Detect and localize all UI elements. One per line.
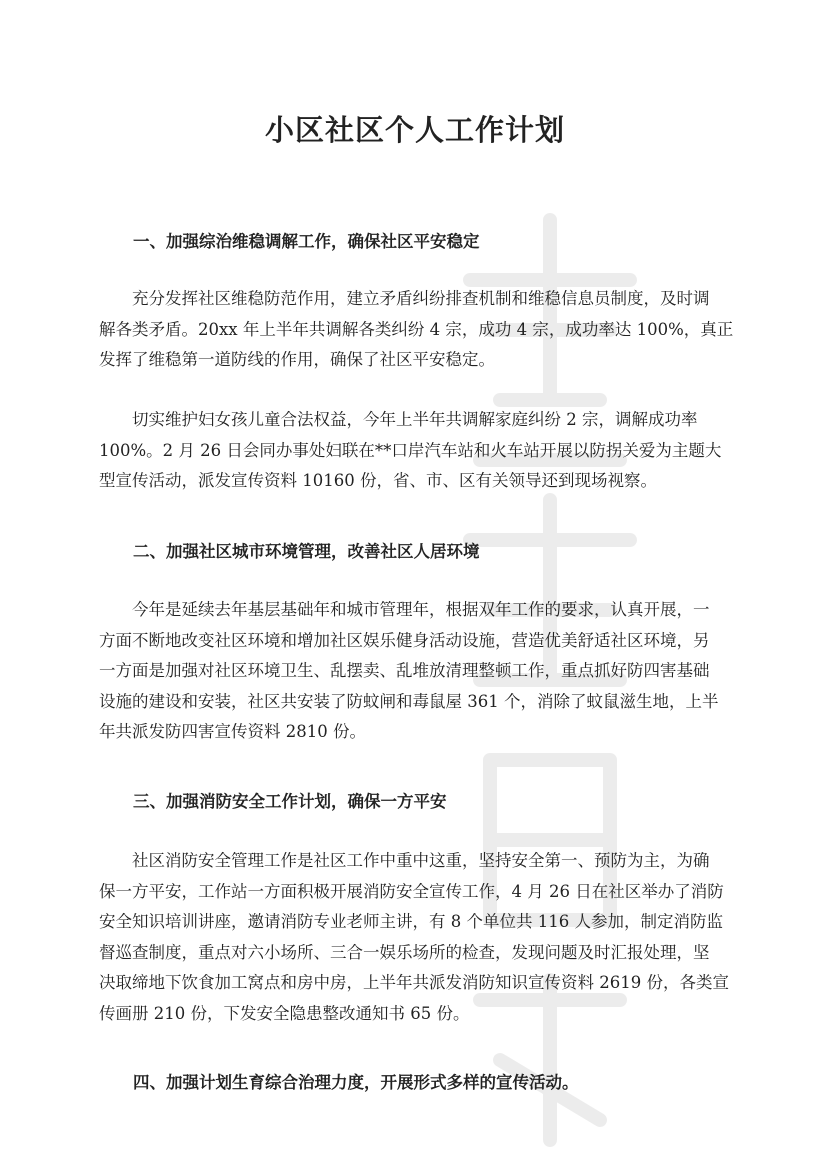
- section-2-paragraph-1: [99, 595, 735, 748]
- text-line: 切实维护妇女孩儿童合法权益，今年上半年共调解家庭纠纷 2 宗，调解成功率: [132, 410, 698, 429]
- section-heading-1: 一、加强综治维稳调解工作，确保社区平安稳定: [133, 232, 480, 251]
- text-line: 决取缔地下饮食加工窝点和房中房，上半年共派发消防知识宣传资料 2619 份，各类宣: [99, 973, 729, 992]
- text-line: 年共派发防四害宣传资料 2810 份。: [99, 722, 366, 741]
- text-line: 充分发挥社区维稳防范作用，建立矛盾纠纷排查机制和维稳信息员制度，及时调: [132, 289, 710, 308]
- text-line: 解各类矛盾。20xx 年上半年共调解各类纠纷 4 宗，成功 4 宗，成功率达 100%，真正: [99, 319, 734, 339]
- text-line: 100%。2 月 26 日会同办事处妇联在**口岸汽车站和火车站开展以防拐关爱为主题大: [99, 440, 722, 460]
- section-1-paragraph-1: [99, 284, 735, 376]
- text-line: 督巡查制度，重点对六小场所、三合一娱乐场所的检查，发现问题及时汇报处理，坚: [99, 942, 710, 962]
- text-line: 安全知识培训讲座，邀请消防专业老师主讲，有 8 个单位共 116 人参加，制定消防监: [99, 912, 723, 931]
- text-line: 一方面是加强对社区环境卫生、乱摆卖、乱堆放清理整顿工作，重点抓好防四害基础: [99, 661, 710, 680]
- document-title: 小区社区个人工作计划: [264, 113, 565, 147]
- text-line: 今年是延续去年基层基础年和城市管理年，根据双年工作的要求，认真开展，一: [132, 600, 710, 619]
- text-line: 设施的建设和安装，社区共安装了防蚊闸和毒鼠屋 361 个，消除了蚊鼠滋生地，上半: [99, 691, 719, 711]
- text-line: 发挥了维稳第一道防线的作用，确保了社区平安稳定。: [99, 350, 495, 369]
- text-line: 传画册 210 份，下发安全隐患整改通知书 65 份。: [99, 1003, 470, 1023]
- section-heading-3: 三、加强消防安全工作计划，确保一方平安: [133, 792, 447, 811]
- section-heading-2: 二、加强社区城市环境管理，改善社区人居环境: [133, 542, 480, 561]
- text-line: 保一方平安，工作站一方面积极开展消防安全宣传工作，4 月 26 日在社区举办了消防: [99, 881, 724, 901]
- text-line: 型宣传活动，派发宣传资料 10160 份，省、市、区有关领导还到现场视察。: [99, 471, 657, 490]
- text-line: 社区消防安全管理工作是社区工作中重中这重，坚持安全第一、预防为主，为确: [132, 851, 710, 870]
- section-1-paragraph-2: [99, 405, 735, 497]
- section-heading-4: 四、加强计划生育综合治理力度，开展形式多样的宣传活动。: [133, 1073, 579, 1092]
- section-3-paragraph-1: [99, 846, 735, 1029]
- text-line: 方面不断地改变社区环境和增加社区娱乐健身活动设施，营造优美舒适社区环境，另: [99, 630, 710, 650]
